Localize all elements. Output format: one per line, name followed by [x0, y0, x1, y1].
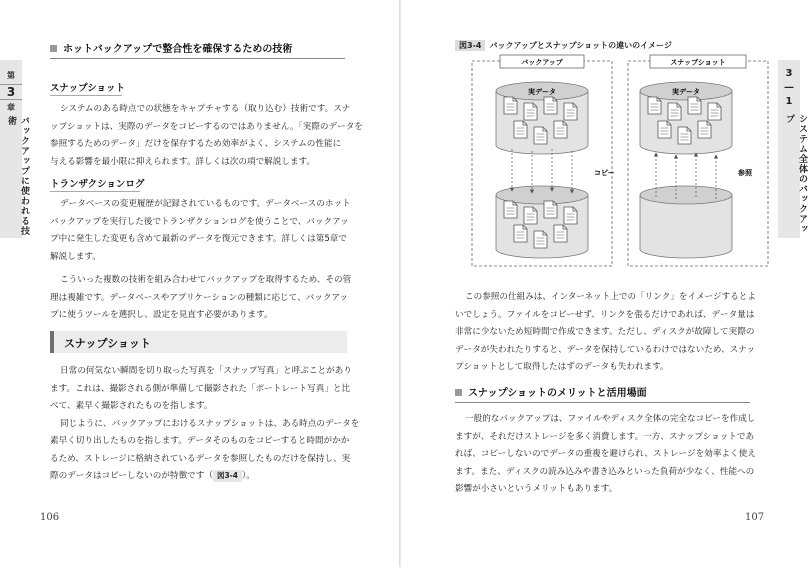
section-title-box: [50, 331, 347, 353]
txlog-subheading: トランザクションログ: [50, 179, 145, 190]
book-spine: [399, 0, 401, 567]
chapter-title: バックアップに使われる技術: [6, 116, 29, 236]
side-section-title: システム全体のバックアップ: [784, 114, 807, 234]
reference-label: 参照: [738, 169, 752, 177]
section-paragraph: 日常の何気ない瞬間を切り取った写真を「スナップ写真」と呼ぶことがあり ます。これは、撮影される側が準備して撮影された「ポートレート写真」と比 べて、素早く撮影されたものを指します。 同じように、バックアップにおけるスナップショットは、ある時点のデータを 素早く切り出したものを指します。データそのものをコピーすると時間がかか るため、ストレージに格納されているデータを参照したものだけを保持し、実 際のデータはコピーしないのが特徴です（ 図3-4 ）。: [50, 366, 360, 481]
snapshot-cylinder: [640, 186, 732, 258]
intro-paragraph: この参照の仕組みは、インターネット上での「リンク」をイメージするとよ いでしょう。ファイルをコピーせず、リンクを張るだけであれば、データ量は 非常に少ないため短時間で作成できます。ただし、ディスクが故障して実際の データが失われたりすると、データを保持しているわけではないため、スナッ プショットとして取得したはずのデータも失われます。: [455, 292, 756, 372]
copy-label: コピー: [594, 169, 615, 177]
subheading-underline: [50, 95, 122, 96]
square-bullet-icon: [455, 389, 462, 396]
left-heading: ホットバックアップで整合性を確保するための技術: [50, 40, 292, 55]
heading-rule: [455, 402, 750, 403]
heading-rule: [50, 58, 345, 59]
side-chapter-number: 3: [785, 68, 793, 79]
right-heading: スナップショットのメリットと活用場面: [455, 384, 647, 399]
txlog-paragraph: データベースの変更履歴が記録されているものです。データベースのホット バックアップを実行した後でトランザクションログを使うことで、バックアッ プ中に発生した変更も含めて最新のデータを復元できます。詳しくは第5章で 解説します。: [50, 199, 351, 262]
snapshot-panel-title: スナップショット: [670, 58, 726, 67]
snapshot-source-cylinder: [640, 82, 732, 154]
svg-text:実データ: 実データ: [528, 88, 556, 96]
chapter-suffix: 章: [7, 103, 15, 112]
figure-caption: 図3-4 バックアップとスナップショットの違いのイメージ: [455, 40, 672, 51]
backup-vs-snapshot-diagram: [470, 55, 770, 270]
page-number-right: 107: [745, 512, 765, 523]
section-side-tab: [778, 60, 807, 238]
backup-panel-title: バックアップ: [521, 58, 563, 67]
figure-reference[interactable]: 図3-4: [213, 470, 242, 482]
chapter-number: 3: [0, 84, 22, 100]
snapshot-paragraph: システムのある時点での状態をキャプチャする（取り込む）技術です。スナ ップショットは、実際のデータをコピーするのではありません。「実際のデータを 参照するためのデータ」だけを保存するため効率がよく、システムの性能に 与える影響を最小限に抑えられます。詳しくは次の項で解説します。: [50, 104, 363, 167]
side-section-number: 1: [785, 96, 793, 107]
subheading-underline: [50, 191, 140, 192]
source-database-cylinder: [496, 82, 588, 154]
square-bullet-icon: [50, 45, 57, 52]
combo-paragraph: こういった複数の技術を組み合わせてバックアップを取得するため、その管 理は複雑です。データベースやアプリケーションの種類に応じて、バックアッ プに使うツールを選択し、設定を見直す必要があります。: [50, 275, 352, 320]
svg-text:実データ: 実データ: [672, 88, 700, 96]
section-title: スナップショット: [64, 337, 151, 350]
side-dash: —: [784, 82, 794, 93]
snapshot-subheading: スナップショット: [50, 83, 126, 94]
chapter-side-tab: [0, 60, 29, 238]
backup-database-cylinder: [496, 186, 588, 258]
merit-paragraph: 一般的なバックアップは、ファイルやディスク全体の完全なコピーを作成し ますが、それだけストレージを多く消費します。一方、スナップショットであ れば、コピーしないのでデータの重複を避けられ、ストレージを効率よく使え ます。また、ディスクの読み込みや書き込みといった負荷が少なく、性能への 影響が小さいというメリットもあります。: [455, 414, 756, 494]
page-number-left: 106: [40, 512, 60, 523]
chapter-prefix: 第: [7, 71, 15, 80]
figure-badge: 図3-4: [455, 40, 485, 51]
